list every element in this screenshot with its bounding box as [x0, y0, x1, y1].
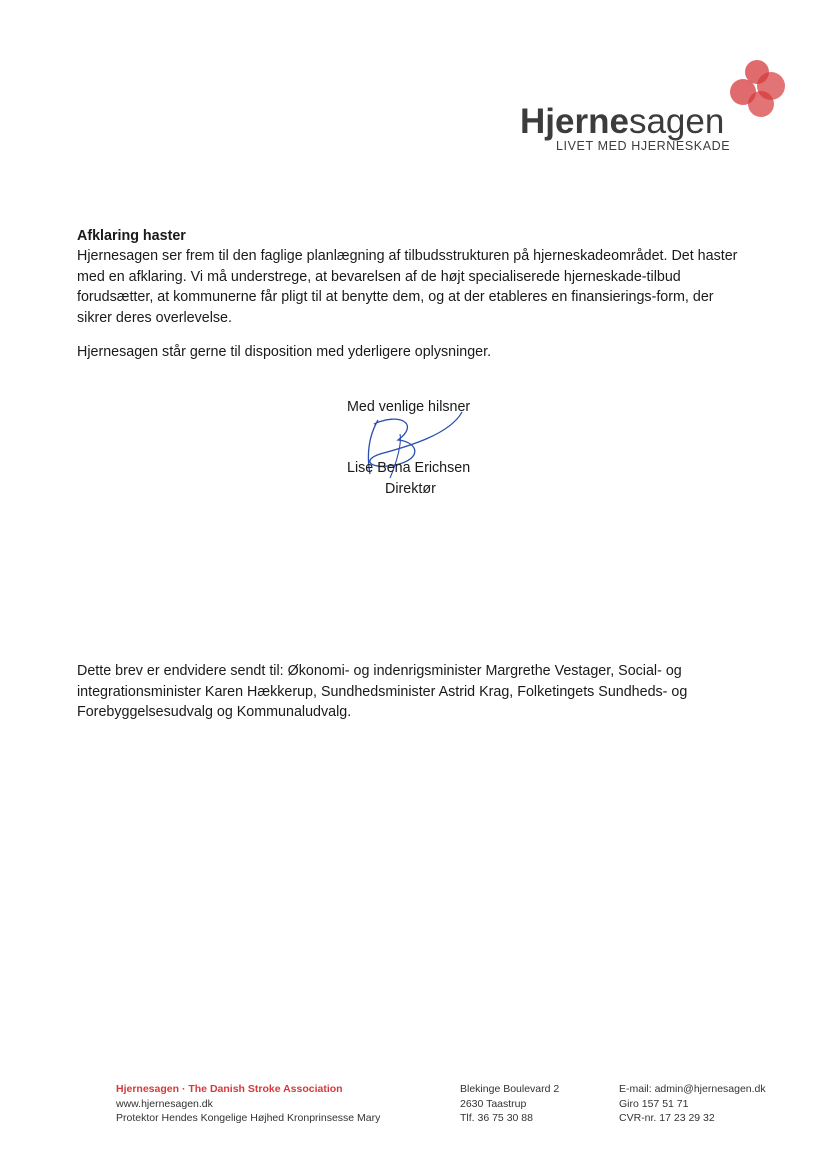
footer-phone: Tlf. 36 75 30 88 [460, 1112, 533, 1124]
signer-title: Direktør [385, 481, 436, 497]
footer-org-line: Hjernesagen · The Danish Stroke Association [116, 1083, 343, 1095]
footer-address1: Blekinge Boulevard 2 [460, 1083, 560, 1095]
footer-contact [619, 1082, 766, 1126]
footer-email: E-mail: admin@hjernesagen.dk [619, 1083, 766, 1095]
logo-petals-icon [723, 58, 789, 120]
signer-name: Lise Bena Erichsen [347, 460, 471, 476]
footer-address [460, 1082, 559, 1126]
logo-tagline: LIVET MED HJERNESKADE [556, 139, 731, 153]
hjernesagen-logo [520, 58, 795, 158]
section-heading: Afklaring haster [77, 228, 186, 244]
footer-patron: Protektor Hendes Kongelige Højhed Kronprinsesse Mary [116, 1112, 381, 1124]
cc-note: Dette brev er endvidere sendt til: Økonomi- og indenrigsminister Margrethe Vestager, Social- og integrationsminister Karen Hækkerup, Sundhedsminister Astrid Krag, Folketingets Sundheds- og Forebyggelsesudvalg og Kommunaludvalg. [77, 663, 688, 720]
closing-greeting: Med venlige hilsner [347, 399, 471, 415]
logo-wordmark: Hjernesagen [520, 102, 725, 141]
body-paragraph-1: Hjernesagen ser frem til den faglige planlægning af tilbudsstrukturen på hjerneskadeområdet. Det haster med en afklaring. Vi må understrege, at bevarelsen af de højt specialiserede hjerneskade-tilbud forudsætter, at kommunerne får pligt til at benytte dem, og at der etableres en finansierings-form, der sikrer deres overlevelse. [77, 248, 738, 326]
footer-giro: Giro 157 51 71 [619, 1097, 689, 1110]
footer-org [116, 1082, 380, 1126]
body-paragraph-2: Hjernesagen står gerne til disposition med yderligere oplysninger. [77, 344, 492, 360]
footer-website: www.hjernesagen.dk [116, 1097, 213, 1110]
footer-cvr: CVR-nr. 17 23 29 32 [619, 1112, 715, 1124]
footer-address2: 2630 Taastrup [460, 1097, 527, 1110]
